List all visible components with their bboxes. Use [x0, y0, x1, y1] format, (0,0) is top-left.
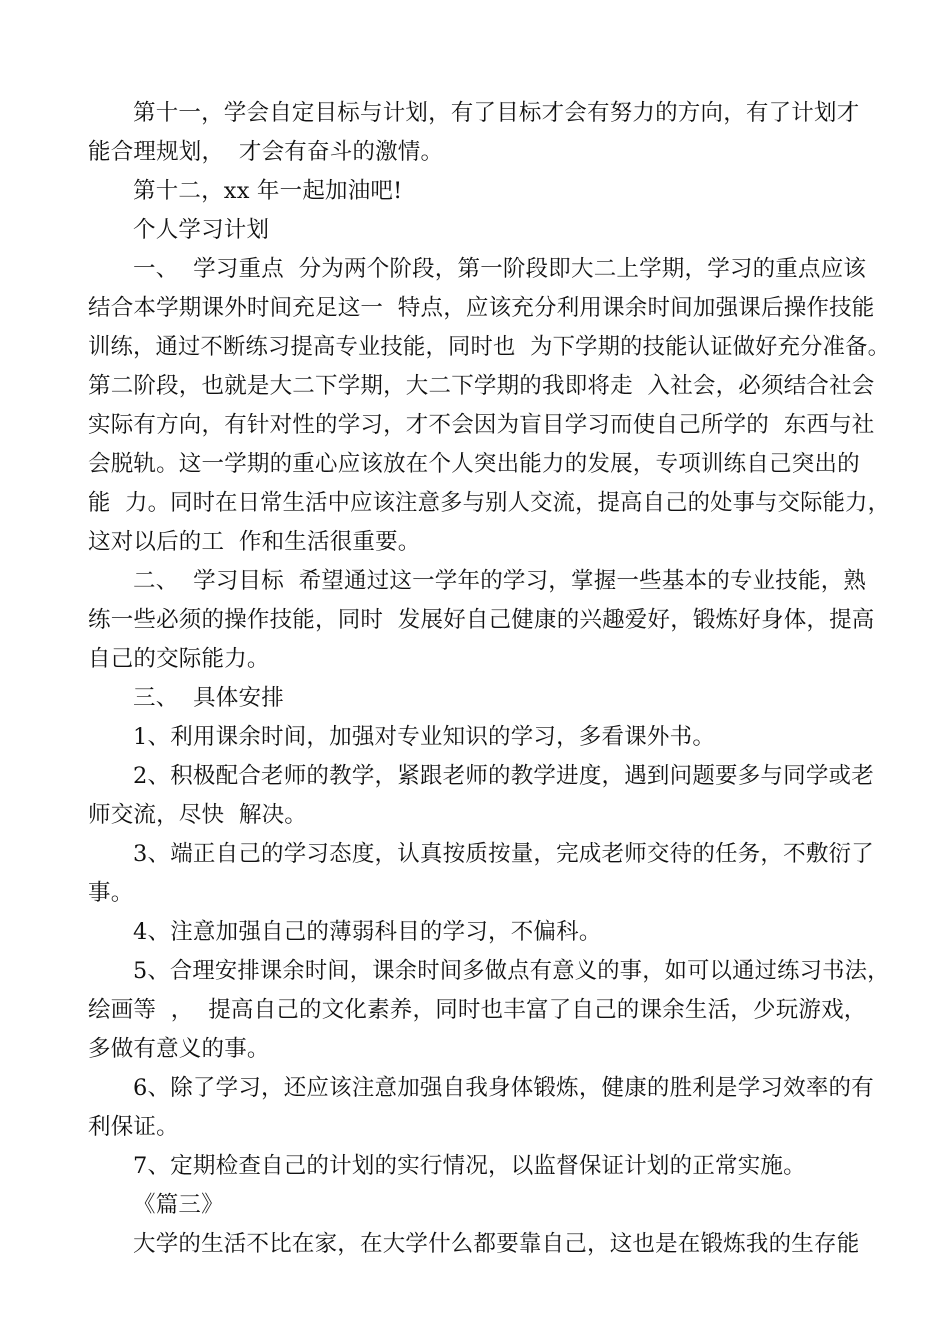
text-line: 第十二，xx 年一起加油吧!: [133, 178, 403, 204]
section-heading: 三、 具体安排: [133, 685, 284, 711]
text-line: 师交流，尽快 解决。: [88, 802, 308, 828]
text-line: 绘画等 ， 提高自己的文化素养，同时也丰富了自己的课余生活，少玩游戏，: [88, 997, 867, 1023]
list-item: 2、积极配合老师的教学，紧跟老师的教学进度，遇到问题要多与同学或老: [133, 763, 874, 789]
text-line: 利保证。: [88, 1114, 179, 1140]
text-line: 一、 学习重点 分为两个阶段，第一阶段即大二上学期，学习的重点应该: [133, 256, 867, 282]
text-line: 多做有意义的事。: [88, 1036, 270, 1062]
list-item: 6、除了学习，还应该注意加强自我身体锻炼，健康的胜利是学习效率的有: [133, 1075, 874, 1101]
section-heading: 个人学习计划: [133, 217, 270, 243]
text-line: 二、 学习目标 希望通过这一学年的学习，掌握一些基本的专业技能，熟: [133, 568, 867, 594]
list-item: 5、合理安排课余时间，课余时间多做点有意义的事，如可以通过练习书法，: [133, 958, 890, 984]
list-item: 7、定期检查自己的计划的实行情况，以监督保证计划的正常实施。: [133, 1153, 806, 1179]
text-line: 训练，通过不断练习提高专业技能，同时也 为下学期的技能认证做好充分准备。: [88, 334, 891, 360]
list-item: 1、利用课余时间，加强对专业知识的学习，多看课外书。: [133, 724, 716, 750]
text-line: 实际有方向，有针对性的学习，才不会因为盲目学习而使自己所学的 东西与社: [88, 412, 875, 438]
list-item: 3、端正自己的学习态度，认真按质按量，完成老师交待的任务，不敷衍了: [133, 841, 874, 867]
text-line: 能合理规划， 才会有奋斗的激情。: [88, 139, 444, 165]
text-line: 大学的生活不比在家，在大学什么都要靠自己，这也是在锻炼我的生存能: [133, 1231, 860, 1257]
section-heading: 《篇三》: [133, 1192, 224, 1218]
text-line: 结合本学期课外时间充足这一 特点，应该充分利用课余时间加强课后操作技能: [88, 295, 875, 321]
list-item: 4、注意加强自己的薄弱科目的学习，不偏科。: [133, 919, 602, 945]
text-line: 这对以后的工 作和生活很重要。: [88, 529, 421, 555]
text-line: 能 力。同时在日常生活中应该注意多与别人交流，提高自己的处事与交际能力，: [88, 490, 891, 516]
text-line: 事。: [88, 880, 134, 906]
text-line: 会脱轨。这一学期的重心应该放在个人突出能力的发展，专项训练自己突出的: [88, 451, 860, 477]
text-line: 自己的交际能力。: [88, 646, 270, 672]
text-line: 练一些必须的操作技能，同时 发展好自己健康的兴趣爱好，锻炼好身体，提高: [88, 607, 875, 633]
text-line: 第二阶段，也就是大二下学期，大二下学期的我即将走 入社会，必须结合社会: [88, 373, 875, 399]
text-line: 第十一，学会自定目标与计划，有了目标才会有努力的方向，有了计划才: [133, 100, 860, 126]
